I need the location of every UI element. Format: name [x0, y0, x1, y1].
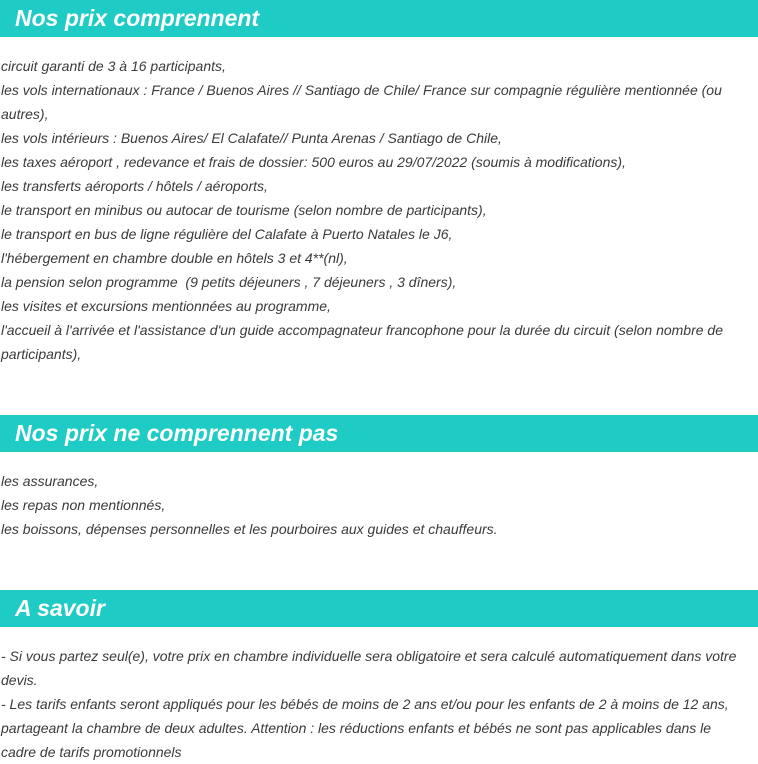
list-item: circuit garanti de 3 à 16 participants,: [1, 58, 226, 74]
list-item: la pension selon programme (9 petits déjeuners , 7 déjeuners , 3 dîners),: [1, 274, 457, 290]
excluded-section-title: Nos prix ne comprennent pas: [0, 415, 758, 452]
list-item: les assurances,: [1, 473, 99, 489]
good-to-know-section-title: A savoir: [0, 590, 758, 627]
excluded-list: [1, 469, 749, 541]
list-item: les taxes aéroport , redevance et frais de dossier: 500 euros au 29/07/2022 (soumis à modifications),: [1, 154, 626, 170]
list-item: les boissons, dépenses personnelles et les pourboires aux guides et chauffeurs.: [1, 521, 498, 537]
good-to-know-list: [1, 644, 749, 764]
list-item: le transport en minibus ou autocar de tourisme (selon nombre de participants),: [1, 202, 487, 218]
list-item: les vols internationaux : France / Buenos Aires // Santiago de Chile/ France sur compagnie régulière mentionnée (ou autres),: [1, 82, 726, 122]
list-item: les visites et excursions mentionnées au programme,: [1, 298, 331, 314]
list-item: les transferts aéroports / hôtels / aéroports,: [1, 178, 268, 194]
included-list: [1, 54, 749, 366]
list-item: les repas non mentionnés,: [1, 497, 166, 513]
included-section-title: Nos prix comprennent: [0, 0, 758, 37]
list-item: les vols intérieurs : Buenos Aires/ El Calafate// Punta Arenas / Santiago de Chile,: [1, 130, 502, 146]
list-item: - Si vous partez seul(e), votre prix en chambre individuelle sera obligatoire et sera calculé automatiquement dans votre devis.: [1, 648, 741, 688]
list-item: l'accueil à l'arrivée et l'assistance d'un guide accompagnateur francophone pour la durée du circuit (selon nombre de participants),: [1, 322, 727, 362]
list-item: le transport en bus de ligne régulière del Calafate à Puerto Natales le J6,: [1, 226, 453, 242]
list-item: l'hébergement en chambre double en hôtels 3 et 4**(nl),: [1, 250, 348, 266]
list-item: - Les tarifs enfants seront appliqués pour les bébés de moins de 2 ans et/ou pour les enfants de 2 à moins de 12 ans, partageant la chambre de deux adultes. Attention : les réductions enfants et bébés ne sont pas applicables dans le cadre de tarifs promotionnels: [1, 696, 733, 760]
